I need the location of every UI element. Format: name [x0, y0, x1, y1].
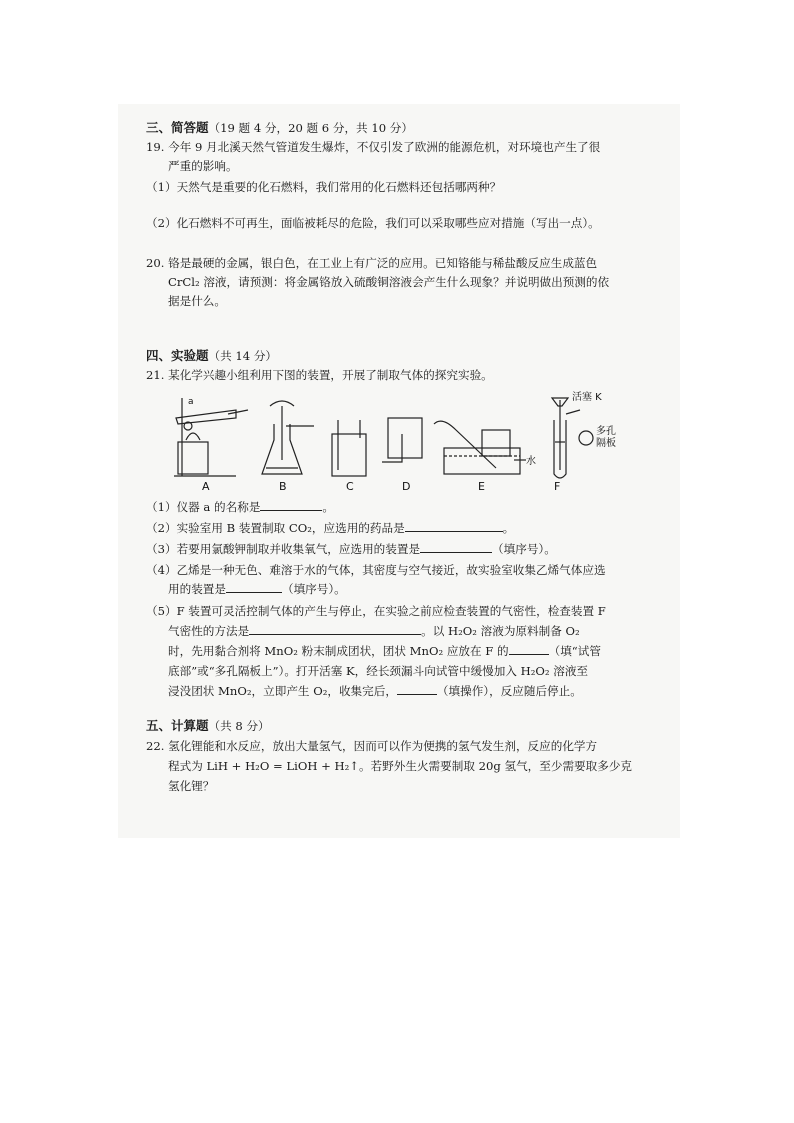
q21-part3-text: （3）若要用氯酸钾制取并收集氧气，应选用的装置是 — [146, 542, 421, 556]
section-4-heading — [146, 346, 676, 366]
label-b: B — [279, 480, 287, 490]
q21-blank-2[interactable] — [405, 519, 503, 532]
q21-part5-text-a: 气密性的方法是 — [168, 624, 250, 638]
q21-part5-line1: （5）F 装置可灵活控制气体的产生与停止，在实验之前应检查装置的气密性，检查装置 F — [146, 604, 606, 618]
label-plate-2: 隔板 — [596, 438, 616, 449]
q21-part2-text: （2）实验室用 B 装置制取 CO₂，应选用的药品是 — [146, 521, 405, 535]
q21-blank-3[interactable] — [420, 540, 492, 553]
q21-part5-line5 — [146, 682, 698, 701]
q21-blank-6[interactable] — [509, 642, 549, 655]
label-c: C — [346, 480, 354, 490]
q20-line3: 据是什么。 — [168, 294, 226, 308]
q21-part4-end: （填序号）。 — [281, 582, 346, 596]
q21-part3 — [146, 540, 676, 559]
q21-part5-text-c: 时，先用黏合剂将 MnO₂ 粉末制成团状，团状 MnO₂ 应放在 F 的 — [168, 644, 509, 658]
q19-part1: （1）天然气是重要的化石燃料，我们常用的化石燃料还包括哪两种？ — [146, 180, 502, 194]
q21-blank-4[interactable] — [226, 580, 282, 593]
q21-part4-line2 — [146, 580, 698, 599]
label-plate-1: 多孔 — [596, 426, 616, 437]
q21-intro: 21. 某化学兴趣小组利用下图的装置，开展了制取气体的探究实验。 — [146, 368, 493, 382]
q20-line1: 20. 铬是最硬的金属，银白色，在工业上有广泛的应用。已知铬能与稀盐酸反应生成蓝色 — [146, 256, 598, 270]
q21-part1-end: 。 — [322, 500, 335, 514]
section-5-note: （共 8 分） — [208, 719, 270, 733]
label-d: D — [402, 480, 411, 490]
q21-blank-1[interactable] — [260, 498, 322, 511]
section-5-title: 五、计算题 — [146, 718, 209, 733]
q21-part1-text: （1）仪器 a 的名称是 — [146, 500, 261, 514]
q21-part5-line4: 底部”或“多孔隔板上”）。打开活塞 K，经长颈漏斗向试管中缓慢加入 H₂O₂ 溶液至 — [168, 664, 589, 678]
apparatus-e — [434, 421, 526, 474]
q19-part2: （2）化石燃料不可再生，面临被耗尽的危险，我们可以采取哪些应对措施（写出一点）。 — [146, 216, 600, 230]
label-a: A — [202, 480, 210, 490]
section-4-title: 四、实验题 — [146, 348, 209, 363]
q21-blank-5[interactable] — [249, 622, 421, 635]
q21-part5-text-d: （填“试管 — [548, 644, 601, 658]
apparatus-d — [382, 418, 422, 462]
q21-part2 — [146, 519, 676, 538]
q19-line1: 19. 今年 9 月北溪天然气管道发生爆炸，不仅引发了欧洲的能源危机，对环境也产生了很 — [146, 140, 601, 154]
q19-line2: 严重的影响。 — [168, 159, 238, 173]
apparatus-b — [262, 401, 314, 474]
q21-part5-text-b: 。以 H₂O₂ 溶液为原料制备 O₂ — [421, 624, 580, 638]
section-4-note: （共 14 分） — [208, 349, 278, 363]
section-3-note: （19 题 4 分，20 题 6 分，共 10 分） — [208, 121, 413, 135]
apparatus-diagram — [166, 390, 646, 490]
q21-part2-end: 。 — [502, 521, 515, 535]
q20-line2: CrCl₂ 溶液，请预测：将金属铬放入硫酸铜溶液会产生什么现象？并说明做出预测的依 — [168, 275, 610, 289]
q21-part5-text-f: （填操作），反应随后停止。 — [436, 684, 582, 698]
q21-part4-line1: （4）乙烯是一种无色、难溶于水的气体，其密度与空气接近，故实验室收集乙烯气体应选 — [146, 563, 606, 577]
label-a-mark: a — [188, 397, 194, 407]
label-valve: 活塞 K — [572, 392, 602, 403]
section-3-heading — [146, 118, 676, 138]
apparatus-f — [552, 398, 593, 478]
q21-part5-line3 — [146, 642, 698, 661]
q21-part3-end: （填序号）。 — [492, 542, 556, 556]
q22-line1: 22. 氢化锂能和水反应，放出大量氢气，因而可以作为便携的氢气发生剂，反应的化学方 — [146, 739, 598, 753]
label-water: 水 — [526, 456, 536, 467]
q21-part5-line2 — [146, 622, 698, 641]
apparatus-figure — [166, 390, 646, 490]
label-f: F — [554, 480, 561, 490]
apparatus-a — [174, 398, 248, 476]
q21-blank-7[interactable] — [397, 682, 437, 695]
q22-line2: 程式为 LiH + H₂O = LiOH + H₂↑。若野外生火需要制取 20g 氢气，至少需要取多少克 — [168, 759, 633, 773]
label-e: E — [478, 480, 485, 490]
section-3-title: 三、简答题 — [146, 120, 209, 135]
q21-part4-text: 用的装置是 — [168, 582, 226, 596]
q21-part1 — [146, 498, 676, 517]
apparatus-c — [332, 420, 366, 476]
q22-line3: 氢化锂？ — [168, 779, 215, 793]
section-5-heading — [146, 716, 676, 736]
q21-part5-text-e: 浸没团状 MnO₂，立即产生 O₂，收集完后， — [168, 684, 397, 698]
